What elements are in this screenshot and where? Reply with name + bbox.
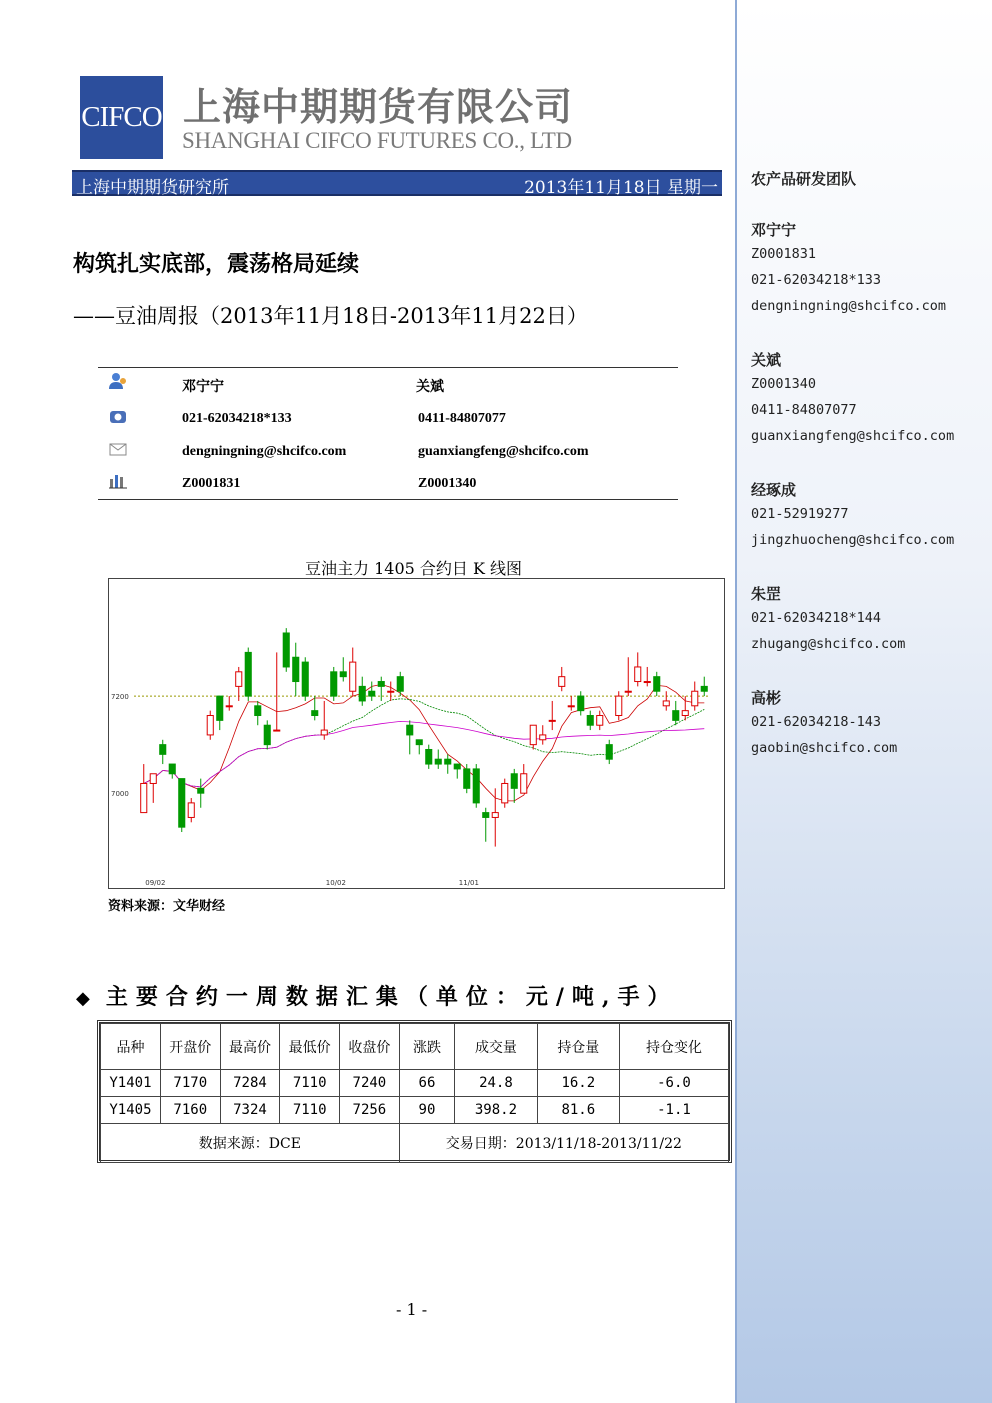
table-cell: 7240 <box>340 1070 400 1097</box>
candle-body <box>616 696 622 715</box>
member-id: Z0001831 <box>751 246 817 262</box>
table-footer-dates: 交易日期：2013/11/18-2013/11/22 <box>399 1124 728 1163</box>
member-phone: 021-52919277 <box>751 506 849 522</box>
table-cell: 7324 <box>220 1097 280 1124</box>
table-cell: -1.1 <box>619 1097 728 1124</box>
candle-body <box>464 769 470 788</box>
candle-body <box>407 725 413 735</box>
candle-body <box>331 672 337 696</box>
table-cell: 7256 <box>340 1097 400 1124</box>
candle-body <box>701 686 707 691</box>
member-email[interactable]: guanxiangfeng@shcifco.com <box>751 428 955 444</box>
candle-body <box>226 706 232 707</box>
candle-body <box>492 813 498 818</box>
table-footer-source: 数据来源：DCE <box>101 1124 400 1163</box>
candle-body <box>568 706 574 707</box>
table-cell: 90 <box>399 1097 454 1124</box>
team-name: 农产品研发团队 <box>751 170 857 188</box>
candle-body <box>160 745 166 755</box>
table-cell: Y1405 <box>101 1097 161 1124</box>
analyst-email-1: dengningning@shcifco.com <box>182 444 347 459</box>
candle-body <box>340 672 346 677</box>
member-email[interactable]: gaobin@shcifco.com <box>751 740 898 756</box>
candle-body <box>397 677 403 692</box>
candle-body <box>578 696 584 711</box>
x-tick-label: 10/02 <box>325 879 346 887</box>
table-header-cell: 品种 <box>101 1024 161 1070</box>
candle-body <box>350 662 356 691</box>
candle-body <box>359 686 365 701</box>
candle-body <box>302 662 308 696</box>
email-icon <box>108 440 128 458</box>
table-cell: 7110 <box>280 1097 340 1124</box>
table-header-cell: 最低价 <box>280 1024 340 1070</box>
table-footer-row <box>101 1124 729 1163</box>
report-title: 构筑扎实底部，震荡格局延续 <box>73 251 360 277</box>
member-id: Z0001340 <box>751 376 817 392</box>
person-icon <box>108 372 128 390</box>
candle-body <box>502 783 508 802</box>
candle-body <box>416 740 422 745</box>
member-email[interactable]: dengningning@shcifco.com <box>751 298 947 314</box>
member-phone: 021-62034218*133 <box>751 272 882 288</box>
candle-body <box>445 759 451 764</box>
candle-body <box>388 691 394 692</box>
candle-body <box>369 691 375 696</box>
bar-chart-icon <box>108 471 128 489</box>
chart-source: 资料来源：文华财经 <box>108 899 226 914</box>
team-sidebar <box>735 0 992 1403</box>
table-cell: 24.8 <box>455 1070 538 1097</box>
company-logo <box>80 76 163 159</box>
x-tick-label: 11/01 <box>458 879 479 887</box>
member-name: 经琢成 <box>751 481 797 499</box>
candle-body <box>321 730 327 735</box>
candle-body <box>625 691 631 692</box>
table-cell: 81.6 <box>537 1097 619 1124</box>
candle-body <box>673 711 679 721</box>
analyst-name-1: 邓宁宁 <box>182 380 224 395</box>
candle-body <box>274 730 280 731</box>
candle-body <box>559 677 565 687</box>
member-name: 邓宁宁 <box>751 221 797 239</box>
candle-body <box>283 633 289 667</box>
table-cell: 7170 <box>160 1070 220 1097</box>
weekly-data-table <box>97 1020 732 1163</box>
y-tick-label: 7200 <box>111 693 129 702</box>
member-name: 关斌 <box>751 351 782 369</box>
candle-body <box>207 716 213 735</box>
logo-mark: CIFCO <box>81 101 162 133</box>
candle-body <box>245 652 251 696</box>
candle-body <box>169 764 175 774</box>
candle-body <box>198 788 204 793</box>
candle-body <box>473 769 479 803</box>
candle-body <box>521 774 527 793</box>
report-subtitle: ——豆油周报（2013年11月18日-2013年11月22日） <box>73 304 588 328</box>
y-tick-label: 7000 <box>111 790 129 799</box>
phone-icon <box>108 408 128 426</box>
table-header-cell: 成交量 <box>455 1024 538 1070</box>
table-header-cell: 持仓变化 <box>619 1024 728 1070</box>
table-cell: 398.2 <box>455 1097 538 1124</box>
candle-body <box>293 657 299 681</box>
member-email[interactable]: jingzhuocheng@shcifco.com <box>751 532 955 548</box>
header-bar <box>72 170 722 196</box>
table-row <box>101 1097 729 1124</box>
analyst-phone-1: 021-62034218*133 <box>182 411 292 426</box>
table-cell: 7284 <box>220 1070 280 1097</box>
candlestick-chart <box>108 578 725 889</box>
candle-body <box>654 677 660 692</box>
member-phone: 021-62034218-143 <box>751 714 882 730</box>
analyst-email-2: guanxiangfeng@shcifco.com <box>418 444 589 459</box>
diamond-icon: ◆ <box>76 988 98 1009</box>
candle-body <box>530 725 536 744</box>
analyst-id-2: Z0001340 <box>418 476 477 491</box>
report-date: 2013年11月18日 星期一 <box>524 178 718 198</box>
candle-body <box>435 759 441 764</box>
candle-body <box>549 720 555 721</box>
member-name: 高彬 <box>751 689 782 707</box>
table-cell: 16.2 <box>537 1070 619 1097</box>
table-header-cell: 持仓量 <box>537 1024 619 1070</box>
candle-body <box>597 716 603 726</box>
table-row <box>101 1070 729 1097</box>
chart-title: 豆油主力 1405 合约日 K 线图 <box>305 559 523 578</box>
table-cell: 66 <box>399 1070 454 1097</box>
table-header-cell: 最高价 <box>220 1024 280 1070</box>
candle-body <box>587 716 593 726</box>
candle-body <box>312 711 318 716</box>
candle-body <box>141 783 147 812</box>
candle-body <box>644 682 650 683</box>
member-email[interactable]: zhugang@shcifco.com <box>751 636 906 652</box>
company-name-cn: 上海中期期货有限公司 <box>183 85 574 129</box>
candle-body <box>150 774 156 784</box>
x-tick-label: 09/02 <box>145 879 166 887</box>
table-cell: 7160 <box>160 1097 220 1124</box>
table-cell: Y1401 <box>101 1070 161 1097</box>
candle-body <box>426 749 432 764</box>
candle-body <box>606 745 612 760</box>
analyst-phone-2: 0411-84807077 <box>418 411 506 426</box>
candle-body <box>188 803 194 818</box>
ma-line-ma60 <box>144 721 705 787</box>
candle-body <box>692 691 698 706</box>
chart-canvas <box>109 579 724 888</box>
company-name-en: SHANGHAI CIFCO FUTURES CO., LTD <box>182 128 572 153</box>
table-header-cell: 开盘价 <box>160 1024 220 1070</box>
candle-body <box>378 682 384 687</box>
candle-body <box>511 774 517 789</box>
candle-body <box>264 725 270 744</box>
candle-body <box>540 735 546 740</box>
candle-body <box>663 701 669 706</box>
candle-body <box>179 779 185 828</box>
table-header-cell: 涨跌 <box>399 1024 454 1070</box>
section-title-text: 主要合约一周数据汇集（单位：元/吨,手） <box>105 984 678 1010</box>
table-cell: -6.0 <box>619 1070 728 1097</box>
member-phone: 021-62034218*144 <box>751 610 882 626</box>
table-cell: 7110 <box>280 1070 340 1097</box>
member-phone: 0411-84807077 <box>751 402 857 418</box>
page-number: - 1 - <box>396 1300 428 1319</box>
table-header-cell: 收盘价 <box>340 1024 400 1070</box>
candle-body <box>483 813 489 818</box>
analyst-contacts <box>98 367 678 500</box>
candle-body <box>682 711 688 716</box>
candle-body <box>236 672 242 687</box>
candle-body <box>635 667 641 682</box>
member-name: 朱罡 <box>751 585 782 603</box>
institute-name: 上海中期期货研究所 <box>76 178 229 198</box>
candle-body <box>255 706 261 716</box>
candle-body <box>217 696 223 720</box>
analyst-id-1: Z0001831 <box>182 476 241 491</box>
analyst-name-2: 关斌 <box>416 380 444 395</box>
table-header-row <box>101 1024 729 1070</box>
section-title <box>76 980 678 1011</box>
candle-body <box>454 764 460 769</box>
